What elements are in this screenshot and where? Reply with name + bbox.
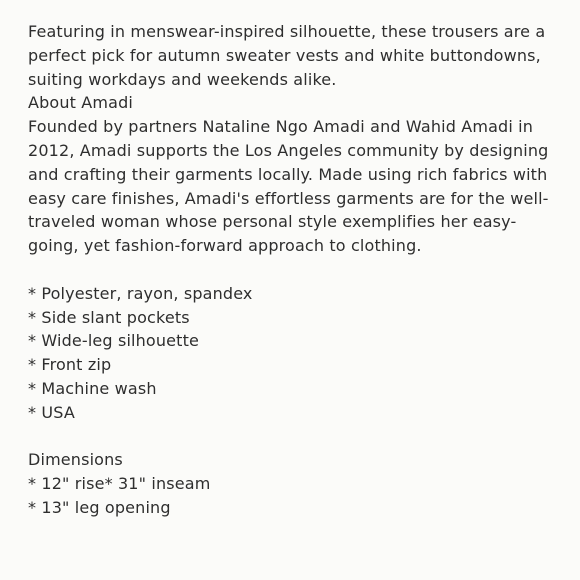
dimensions-heading: Dimensions bbox=[28, 450, 123, 470]
feature-list bbox=[28, 282, 558, 425]
feature-item: * Wide-leg silhouette bbox=[28, 331, 199, 351]
feature-item: * Polyester, rayon, spandex bbox=[28, 283, 253, 303]
feature-item: * Front zip bbox=[28, 355, 112, 375]
dimension-item: * 13" leg opening bbox=[28, 497, 171, 517]
feature-item: * Side slant pockets bbox=[28, 307, 190, 327]
description-intro: Featuring in menswear-inspired silhouette, these trousers are a perfect pick for autumn sweater vests and white buttondowns, suiting workdays and weekends alike. bbox=[28, 22, 551, 89]
product-description bbox=[28, 20, 558, 520]
dimension-item: * 12" rise* 31" inseam bbox=[28, 474, 211, 494]
about-heading: About Amadi bbox=[28, 93, 133, 113]
about-text: Founded by partners Nataline Ngo Amadi and Wahid Amadi in 2012, Amadi supports the Los Angeles community by designing and crafting their garments locally. Made using rich fabrics with easy care finishes, Amadi's effortless garments are for the well-traveled woman whose personal style exemplifies her easy-going, yet fashion-forward approach to clothing. bbox=[28, 117, 554, 256]
feature-item: * USA bbox=[28, 402, 75, 422]
spacer bbox=[28, 425, 558, 449]
spacer bbox=[28, 258, 558, 282]
dimensions-list bbox=[28, 472, 558, 520]
feature-item: * Machine wash bbox=[28, 378, 157, 398]
